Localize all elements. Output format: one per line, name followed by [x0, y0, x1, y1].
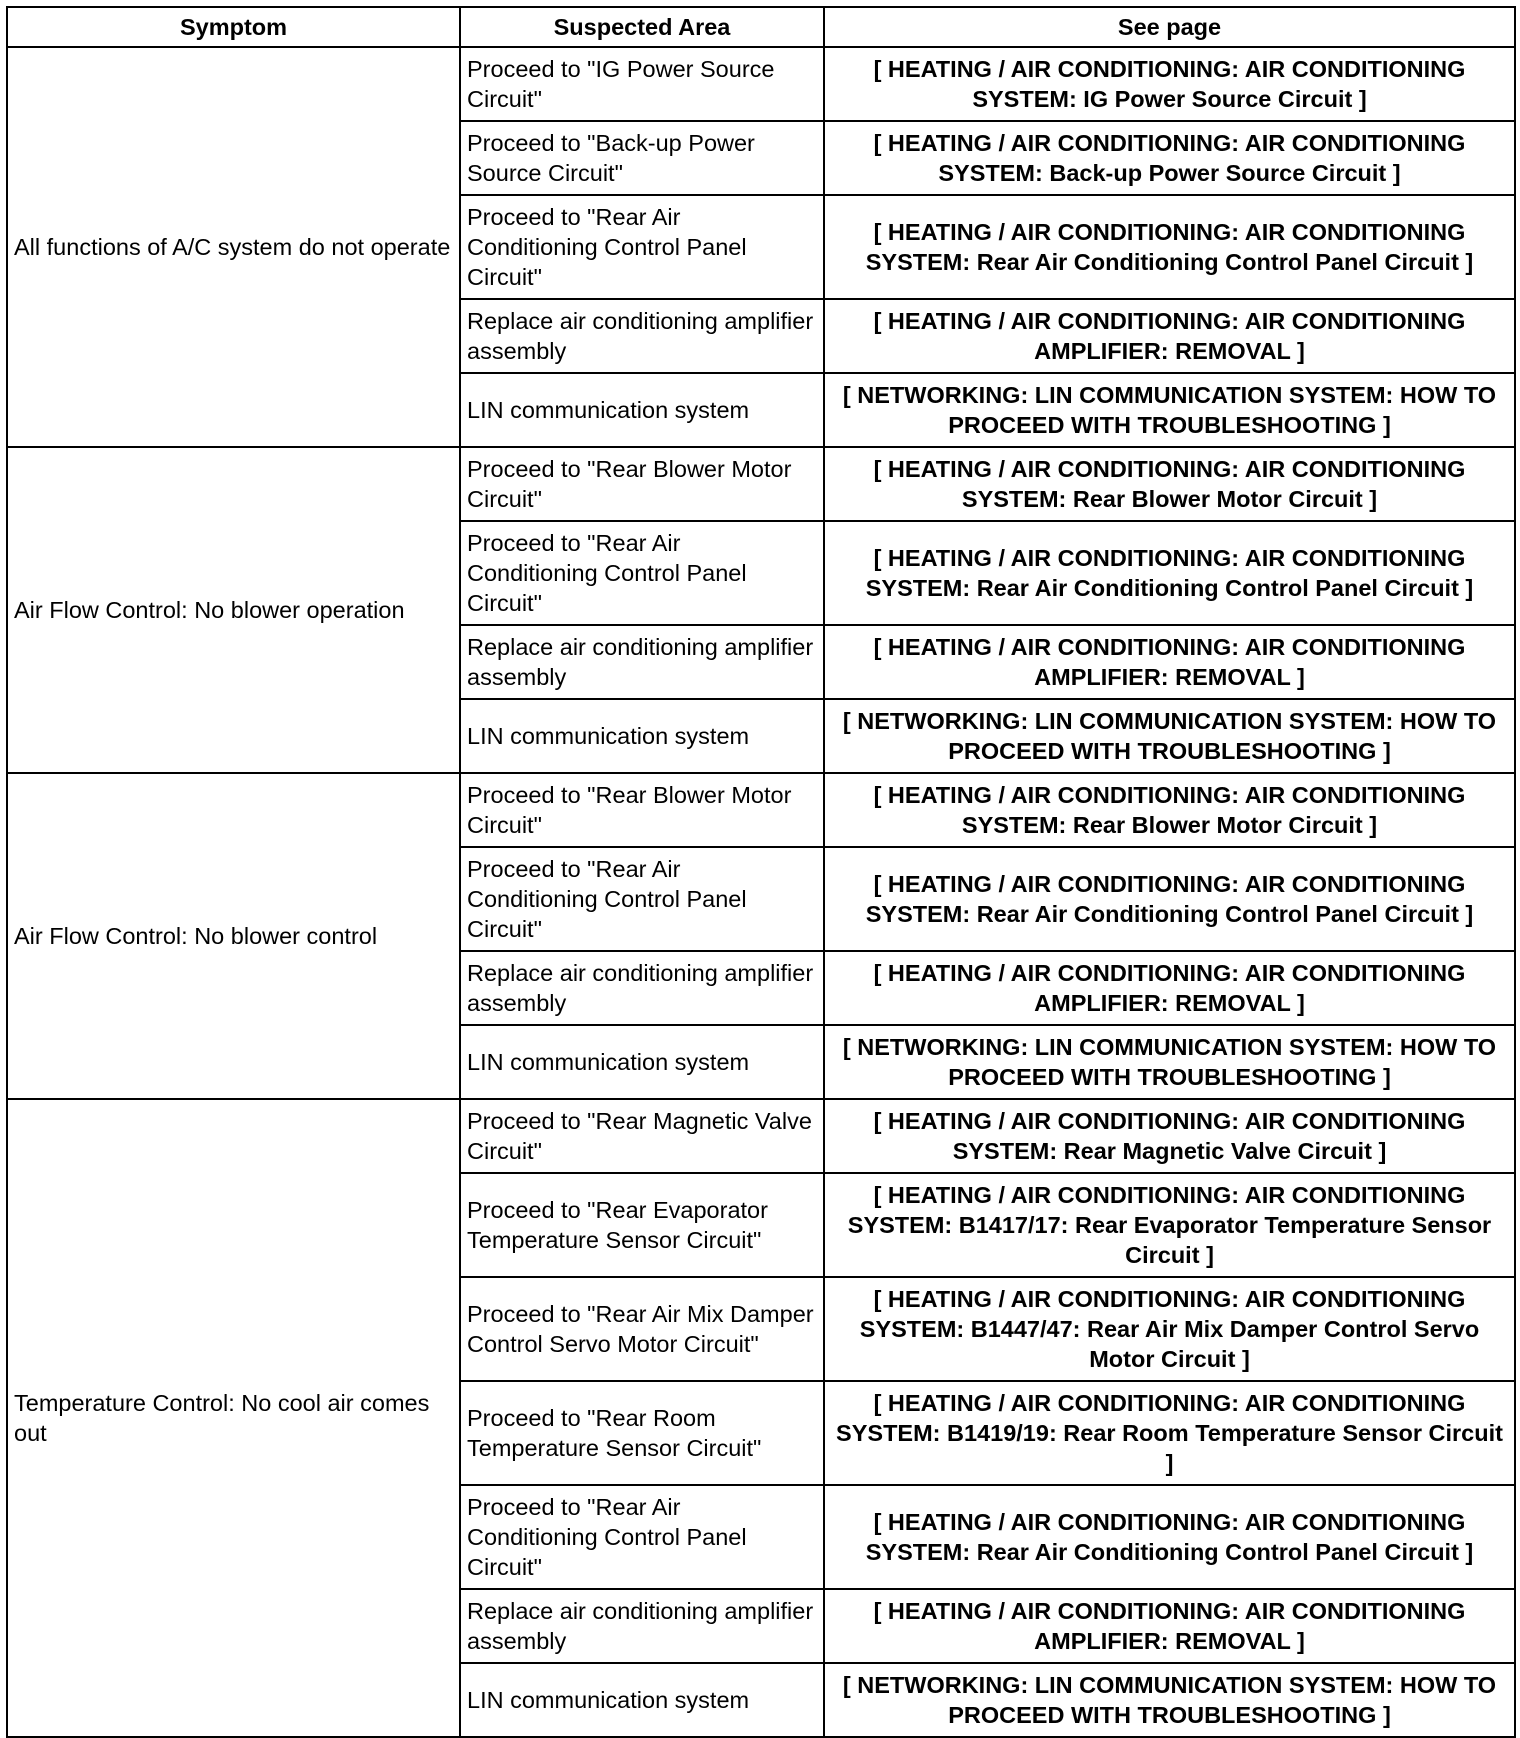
see-page-cell: [ HEATING / AIR CONDITIONING: AIR CONDITIONING SYSTEM: B1447/47: Rear Air Mix Damper Control Servo Motor Circuit ]: [824, 1277, 1515, 1381]
suspected-area-cell: Proceed to "Rear Air Conditioning Control Panel Circuit": [460, 1485, 824, 1589]
suspected-area-cell: Proceed to "IG Power Source Circuit": [460, 47, 824, 121]
suspected-area-cell: Proceed to "Rear Blower Motor Circuit": [460, 447, 824, 521]
see-page-cell: [ HEATING / AIR CONDITIONING: AIR CONDITIONING SYSTEM: IG Power Source Circuit ]: [824, 47, 1515, 121]
see-page-cell: [ HEATING / AIR CONDITIONING: AIR CONDITIONING SYSTEM: B1419/19: Rear Room Temperature Sensor Circuit ]: [824, 1381, 1515, 1485]
see-page-cell: [ HEATING / AIR CONDITIONING: AIR CONDITIONING AMPLIFIER: REMOVAL ]: [824, 951, 1515, 1025]
see-page-cell: [ HEATING / AIR CONDITIONING: AIR CONDITIONING SYSTEM: Rear Magnetic Valve Circuit ]: [824, 1099, 1515, 1173]
suspected-area-cell: Proceed to "Rear Evaporator Temperature Sensor Circuit": [460, 1173, 824, 1277]
header-row: [7, 7, 1515, 47]
see-page-cell: [ HEATING / AIR CONDITIONING: AIR CONDITIONING AMPLIFIER: REMOVAL ]: [824, 1589, 1515, 1663]
see-page-cell: [ HEATING / AIR CONDITIONING: AIR CONDITIONING SYSTEM: Rear Blower Motor Circuit ]: [824, 447, 1515, 521]
suspected-area-cell: Replace air conditioning amplifier assembly: [460, 1589, 824, 1663]
see-page-cell: [ HEATING / AIR CONDITIONING: AIR CONDITIONING SYSTEM: Rear Air Conditioning Control Panel Circuit ]: [824, 521, 1515, 625]
symptom-cell: All functions of A/C system do not operate: [7, 47, 460, 447]
header-symptom: Symptom: [7, 7, 460, 47]
see-page-cell: [ HEATING / AIR CONDITIONING: AIR CONDITIONING SYSTEM: Rear Air Conditioning Control Panel Circuit ]: [824, 195, 1515, 299]
suspected-area-cell: Proceed to "Rear Blower Motor Circuit": [460, 773, 824, 847]
see-page-cell: [ HEATING / AIR CONDITIONING: AIR CONDITIONING AMPLIFIER: REMOVAL ]: [824, 299, 1515, 373]
suspected-area-cell: LIN communication system: [460, 1663, 824, 1737]
see-page-cell: [ HEATING / AIR CONDITIONING: AIR CONDITIONING SYSTEM: Rear Air Conditioning Control Panel Circuit ]: [824, 847, 1515, 951]
header-suspected-area: Suspected Area: [460, 7, 824, 47]
see-page-cell: [ HEATING / AIR CONDITIONING: AIR CONDITIONING AMPLIFIER: REMOVAL ]: [824, 625, 1515, 699]
suspected-area-cell: Proceed to "Rear Air Mix Damper Control Servo Motor Circuit": [460, 1277, 824, 1381]
symptom-cell: Air Flow Control: No blower operation: [7, 447, 460, 773]
suspected-area-cell: Proceed to "Rear Room Temperature Sensor Circuit": [460, 1381, 824, 1485]
see-page-cell: [ NETWORKING: LIN COMMUNICATION SYSTEM: HOW TO PROCEED WITH TROUBLESHOOTING ]: [824, 1663, 1515, 1737]
see-page-cell: [ HEATING / AIR CONDITIONING: AIR CONDITIONING SYSTEM: Rear Air Conditioning Control Panel Circuit ]: [824, 1485, 1515, 1589]
suspected-area-cell: Replace air conditioning amplifier assembly: [460, 625, 824, 699]
suspected-area-cell: Replace air conditioning amplifier assembly: [460, 299, 824, 373]
table-row: [7, 447, 1515, 521]
symptom-cell: Air Flow Control: No blower control: [7, 773, 460, 1099]
suspected-area-cell: Proceed to "Rear Air Conditioning Control Panel Circuit": [460, 847, 824, 951]
table-row: [7, 1099, 1515, 1173]
suspected-area-cell: LIN communication system: [460, 1025, 824, 1099]
table-row: [7, 773, 1515, 847]
suspected-area-cell: Proceed to "Rear Air Conditioning Control Panel Circuit": [460, 195, 824, 299]
symptom-cell: Temperature Control: No cool air comes out: [7, 1099, 460, 1737]
see-page-cell: [ NETWORKING: LIN COMMUNICATION SYSTEM: HOW TO PROCEED WITH TROUBLESHOOTING ]: [824, 699, 1515, 773]
table-row: [7, 47, 1515, 121]
see-page-cell: [ HEATING / AIR CONDITIONING: AIR CONDITIONING SYSTEM: B1417/17: Rear Evaporator Temperature Sensor Circuit ]: [824, 1173, 1515, 1277]
see-page-cell: [ HEATING / AIR CONDITIONING: AIR CONDITIONING SYSTEM: Rear Blower Motor Circuit ]: [824, 773, 1515, 847]
see-page-cell: [ NETWORKING: LIN COMMUNICATION SYSTEM: HOW TO PROCEED WITH TROUBLESHOOTING ]: [824, 1025, 1515, 1099]
suspected-area-cell: Proceed to "Back-up Power Source Circuit": [460, 121, 824, 195]
suspected-area-cell: LIN communication system: [460, 373, 824, 447]
troubleshooting-table: [6, 6, 1516, 1738]
header-see-page: See page: [824, 7, 1515, 47]
see-page-cell: [ HEATING / AIR CONDITIONING: AIR CONDITIONING SYSTEM: Back-up Power Source Circuit ]: [824, 121, 1515, 195]
suspected-area-cell: Proceed to "Rear Magnetic Valve Circuit": [460, 1099, 824, 1173]
see-page-cell: [ NETWORKING: LIN COMMUNICATION SYSTEM: HOW TO PROCEED WITH TROUBLESHOOTING ]: [824, 373, 1515, 447]
suspected-area-cell: Proceed to "Rear Air Conditioning Control Panel Circuit": [460, 521, 824, 625]
suspected-area-cell: Replace air conditioning amplifier assembly: [460, 951, 824, 1025]
suspected-area-cell: LIN communication system: [460, 699, 824, 773]
